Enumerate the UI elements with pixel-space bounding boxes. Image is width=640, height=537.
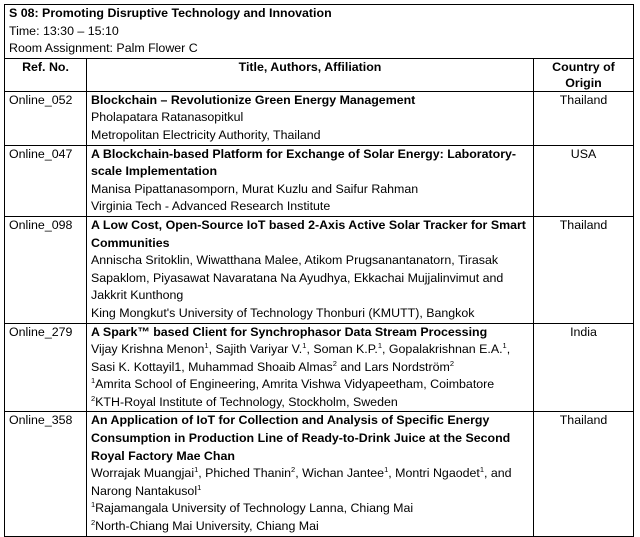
author-name: , and Narong Nantakusol <box>91 466 512 498</box>
author-sup: 1 <box>384 465 389 475</box>
author-sup: 2 <box>332 358 337 368</box>
affiliation-text: Amrita School of Engineering, Amrita Vishwa Vidyapeetham, Coimbatore <box>95 377 495 392</box>
header-country-line1: Country of <box>552 59 615 74</box>
paper-title: A Low Cost, Open-Source IoT based 2-Axis Active Solar Tracker for Smart Communities <box>91 217 526 250</box>
paper-details <box>87 216 534 323</box>
session-room: Room Assignment: Palm Flower C <box>9 41 198 56</box>
paper-title: A Blockchain-based Platform for Exchange of Solar Energy: Laboratory-scale Implementation <box>91 146 517 179</box>
paper-title: Blockchain – Revolutionize Green Energy Management <box>91 92 416 107</box>
paper-country: India <box>534 323 634 412</box>
paper-ref: Online_358 <box>5 412 87 536</box>
author-sup: 2 <box>291 465 296 475</box>
paper-country: Thailand <box>534 91 634 145</box>
paper-affiliation <box>91 394 529 412</box>
author-sup: 2 <box>449 358 455 368</box>
affiliation-sup: 1 <box>91 376 96 386</box>
paper-title: An Application of IoT for Collection and Analysis of Specific Energy Consumption in Production Line of Ready-to-Drink Juice at the Second Royal Factory Mae Chan <box>91 413 511 463</box>
affiliation-text: North-Chiang Mai University, Chiang Mai <box>95 519 319 534</box>
author-sup: 1 <box>197 482 202 492</box>
author-sup: 1 <box>479 465 485 475</box>
author-sup: 1 <box>502 340 507 350</box>
paper-ref: Online_098 <box>5 216 87 323</box>
paper-ref: Online_052 <box>5 91 87 145</box>
paper-details <box>87 323 534 412</box>
affiliation-text: Rajamangala University of Technology Lanna, Chiang Mai <box>95 501 414 516</box>
paper-country: Thailand <box>534 412 634 536</box>
author-name: Worrajak Muangjai <box>91 466 195 481</box>
paper-affiliation: King Mongkut's University of Technology Thonburi (KMUTT), Bangkok <box>91 305 475 320</box>
author-name: , Wichan Jantee <box>295 466 385 481</box>
paper-country: Thailand <box>534 216 634 323</box>
author-name: Vijay Krishna Menon <box>91 342 205 357</box>
session-header-row <box>5 5 634 59</box>
paper-country: USA <box>534 145 634 216</box>
affiliation-sup: 2 <box>91 517 96 527</box>
session-time: Time: 13:30 – 15:10 <box>9 23 119 38</box>
table-row <box>5 412 634 536</box>
paper-details <box>87 412 534 536</box>
session-header <box>5 5 634 59</box>
author-name: , Phiched Thanin <box>198 466 292 481</box>
affiliation-sup: 2 <box>91 393 96 403</box>
table-row <box>5 216 634 323</box>
paper-ref: Online_047 <box>5 145 87 216</box>
paper-affiliation: Virginia Tech - Advanced Research Institute <box>91 199 331 214</box>
column-header-row <box>5 58 634 91</box>
paper-details <box>87 91 534 145</box>
author-sup: 1 <box>377 340 383 350</box>
author-name: , Soman K.P. <box>306 342 378 357</box>
table-row <box>5 145 634 216</box>
header-title: Title, Authors, Affiliation <box>87 58 534 91</box>
affiliation-sup: 1 <box>91 500 96 510</box>
author-name: , Gopalakrishnan E.A. <box>382 342 503 357</box>
paper-authors: Annischa Sritoklin, Wiwatthana Malee, Atikom Prugsanantanatorn, Tirasak Sapaklom, Piyasawat Navaratana Na Ayudhya, Ekkachai Mujjalinvimut and Jakkrit Kunthong <box>91 253 504 303</box>
paper-authors: Manisa Pipattanasomporn, Murat Kuzlu and Saifur Rahman <box>91 181 419 196</box>
author-name: , Sajith Variyar V. <box>208 342 303 357</box>
session-table <box>4 4 634 537</box>
table-row <box>5 91 634 145</box>
paper-authors <box>91 341 529 376</box>
paper-details <box>87 145 534 216</box>
paper-authors: Pholapatara Ratanasopitkul <box>91 110 244 125</box>
author-name: , Sasi K. Kottayil1, Muhammad Shoaib Almas <box>91 342 511 374</box>
paper-affiliation: Metropolitan Electricity Authority, Thailand <box>91 127 321 142</box>
paper-affiliation <box>91 518 529 536</box>
paper-authors <box>91 465 529 500</box>
author-name: , Montri Ngaodet <box>388 466 480 481</box>
table-row <box>5 323 634 412</box>
header-country <box>534 58 634 91</box>
paper-affiliation <box>91 376 529 394</box>
paper-ref: Online_279 <box>5 323 87 412</box>
header-ref-no: Ref. No. <box>5 58 87 91</box>
header-country-line2: Origin <box>565 75 602 90</box>
paper-title: A Spark™ based Client for Synchrophasor Data Stream Processing <box>91 324 488 339</box>
author-name: and Lars Nordström <box>336 359 450 374</box>
author-sup: 1 <box>194 465 199 475</box>
session-title: S 08: Promoting Disruptive Technology and Innovation <box>9 6 332 20</box>
author-sup: 1 <box>302 340 307 350</box>
paper-affiliation <box>91 500 529 518</box>
author-sup: 1 <box>204 340 209 350</box>
affiliation-text: KTH-Royal Institute of Technology, Stockholm, Sweden <box>95 394 398 409</box>
